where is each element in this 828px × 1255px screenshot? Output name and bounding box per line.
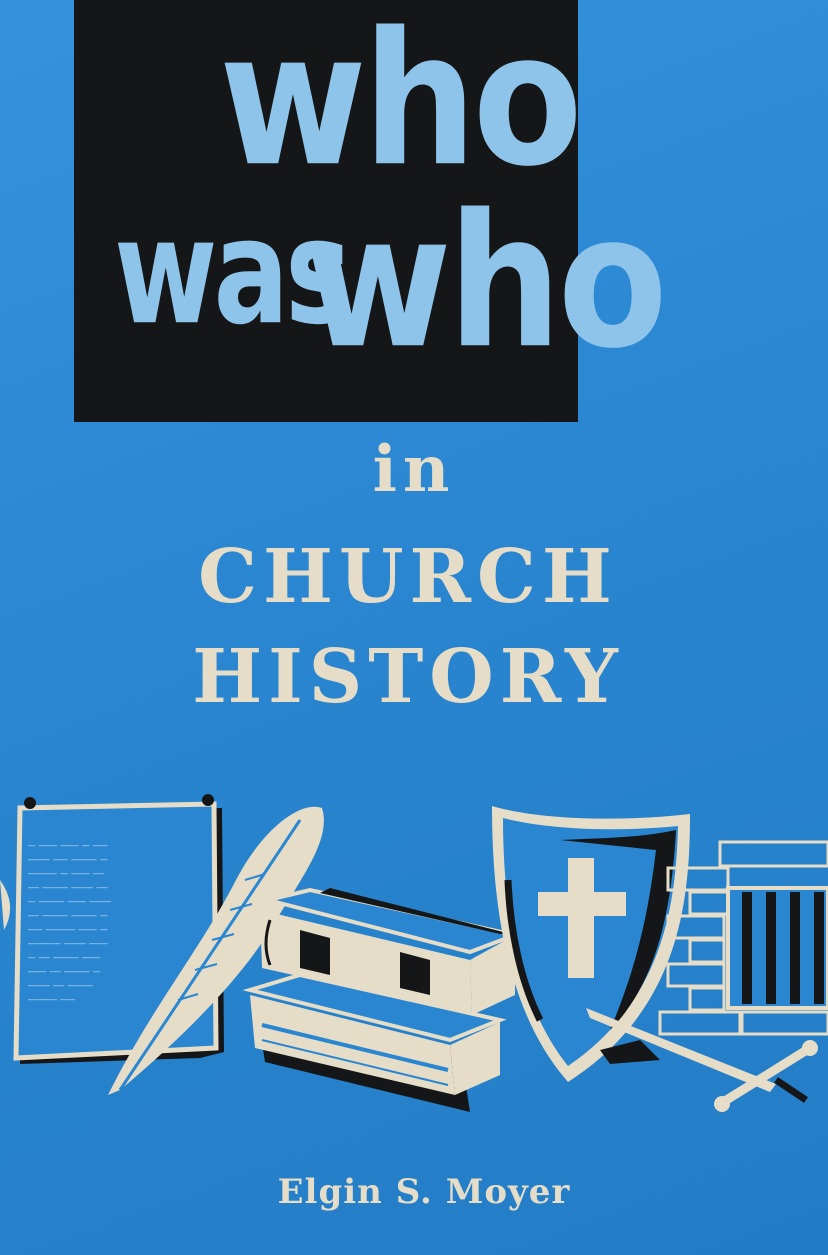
title-was: was: [114, 188, 348, 358]
sword-icon: [586, 1008, 818, 1112]
title-block: [74, 0, 664, 422]
title-who-2: who: [304, 173, 664, 389]
title-who-1: who: [219, 0, 579, 207]
author-name: Elgin S. Moyer: [277, 1172, 571, 1212]
books-icon: [250, 888, 515, 1112]
title-history: HISTORY: [192, 634, 624, 720]
scroll-writing: ── ───── ───── ── ──── ────── ──── ─────── ── ──────── ── ───── ─── ─── ─────── ────── ─── ── ─────── ───── ────── ─── ─────── ─────── ── ──── ──────── ───── ── ───────── ────── ───── ── ─── ─────── ───── ───── ─── ─────── ── ────── ─── ─────── ──────── ────: [28, 843, 112, 1004]
title-church: CHURCH: [198, 534, 618, 620]
title-in: in: [372, 432, 456, 507]
